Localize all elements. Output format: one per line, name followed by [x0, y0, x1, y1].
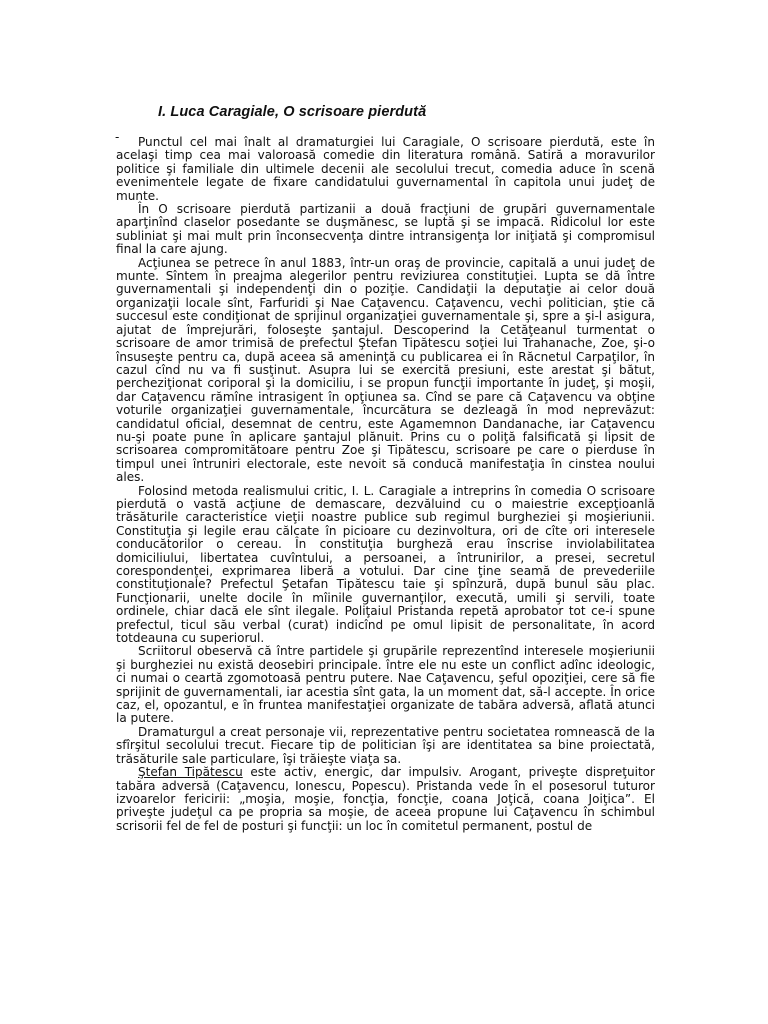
paragraph-tipatescu [116, 766, 655, 833]
paragraph-factions: În O scrisoare pierdută partizanii a două fracţiuni de grupări guvernamentale aparţinînd claselor posedante se duşmănesc, se luptă şi se impacă. Ridicolul lor este subliniat şi mai mult prin înconsecvenţa dintre intransigenţa lor iniţiată şi compromisul final la care ajung. [116, 202, 655, 257]
paragraph-action: Acţiunea se petrece în anul 1883, într-un oraş de provincie, capitală a unui judeţ de munte. Sîntem în preajma alegerilor pentru reviziurea constituţiei. Lupta se dă între guvernamentali şi independenţi din o poziţie. Candidaţii la deputaţie ai celor două organizaţii locale sînt, Farfuridi şi Nae Caţavencu. Caţavencu, vechi politician, ştie că succesul este condiţionat de sprijinul organizaţiei guvernamentale şi, spre a şi-l asigura, ajutat de împrejurări, foloseşte şantajul. Descoperind la Cetăţeanul turmentat o scrisoare de amor trimisă de prefectul Ştefan Tipătescu soţiei lui Trahanache, Zoe, şi-o însuseşte pentru ca, după aceea să ameninţă cu publicarea ei în Răcnetul Carpaţilor, în cazul cînd nu va fi susţinut. Asupra lui se exercită presiuni, este arestat şi bătut, percheziţionat coriporal şi la domiciliu, i se propun funcţii importante în judeţ, şi moşii, dar Caţavencu rămîne intrasigent în opţiunea sa. Cînd se pare că Caţavencu va obţine voturile organizaţiei guvernamentale, încurcătura se dezleagă în mod neprevăzut: candidatul oficial, desemnat de centru, este Agamemnon Dandanache, iar Caţavencu nu-şi poate pune în aplicare şantajul plănuit. Prins cu o poliţă falsificată şi lipsit de scrisoarea compromitătoare pentru Zoe şi Tipătescu, scrisoare pe care o pierduse în timpul unei întruniri electorale, este nevoit să conducă manifestaţia în cinstea noului ales. [116, 255, 655, 485]
paragraph-observation: Scriitorul obeservă că între partidele şi grupările reprezentînd interesele moşieriunii şi burgheziei nu există deosebiri principale. între ele nu este un conflict adînc ideologic, ci numai o ceartă zgomotoasă pentru putere. Nae Caţavencu, şeful opoziţiei, cere să fie sprijinit de guvernamentali, iar acestia sînt gata, la un moment dat, să-l accepte. În orice caz, el, opozantul, e în fruntea manifestaţiei organizate de tabăra adversă, aflată atunci la putere. [116, 644, 655, 726]
document-body [116, 136, 655, 833]
paragraph-tipatescu-text: este activ, energic, dar impulsiv. Arogant, priveşte dispreţuitor tabăra adversă (Caţavencu, Ionescu, Popescu). Pristanda vede în el posesorul tuturor izvoarelor fericirii: „moşia, moşie, foncţia, foncţie, coana Joţică, coana Joiţica”. El priveşte judeţul ca pe propria sa moşie, de aceea propune lui Caţavencu în schimbul scrisorii fel de fel de posturi şi funcţii: un loc în comitetul permanent, postul de [116, 765, 655, 833]
paragraph-characters: Dramaturgul a creat personaje vii, reprezentative pentru societatea romnească de la sfîrşitul secolului trecut. Fiecare tip de politician îşi are identitatea sa bine proiectată, trăsăturile sale particulare, îşi trăieşte viaţa sa. [116, 724, 655, 766]
paragraph-intro: Punctul cel mai înalt al dramaturgiei lui Caragiale, O scrisoare pierdută, este în acelaşi timp cea mai valoroasă comedie din literatura română. Satiră a moravurilor politice şi familiale din ultimele decenii ale secolului trecut, comedia aduce în scenă evenimentele legate de fixare candidatului guvernamental în capitola unui judeţ de munte. [116, 135, 655, 203]
character-name-tipatescu: Ştefan Tipătescu [138, 765, 243, 780]
paragraph-realism: Folosind metoda realismului critic, I. L. Caragiale a intreprins în comedia O scrisoare pierdută o vastă acţiune de demascare, dezvăluind cu o maiestrie excepţioanlă trăsăturile caracteristice vieţii noastre publice sub regimul burgheziei şi moşieriunii. Constituţia şi legile erau călcate în picioare cu dezinvoltura, ori de cîte ori interesele conducătorilor o cereau. În constituţia burgheză erau înscrise inviolabilitatea domiciliului, libertatea cuvîntului, a persoanei, a întrunirilor, a presei, secretul corespondenţei, exprimarea liberă a votului. Dar cine ţine seamă de prevederiile constituţionale? Prefectul Şetafan Tipătescu taie şi spînzură, după bunul său plac. Funcţionarii, unelte docile în mîinile guvernanţilor, execută, umili şi servili, toate ordinele, chiar dacă ele sînt ilegale. Poliţaiul Pristanda repetă aprobator tot ce-i spune prefectul, ticul său verbal (curat) indicînd pe omul lipisit de personalitate, în acord totdeauna cu superiorul. [116, 483, 655, 646]
list-dash: - [115, 130, 120, 144]
document-title: I. Luca Caragiale, O scrisoare pierdută [158, 104, 427, 120]
